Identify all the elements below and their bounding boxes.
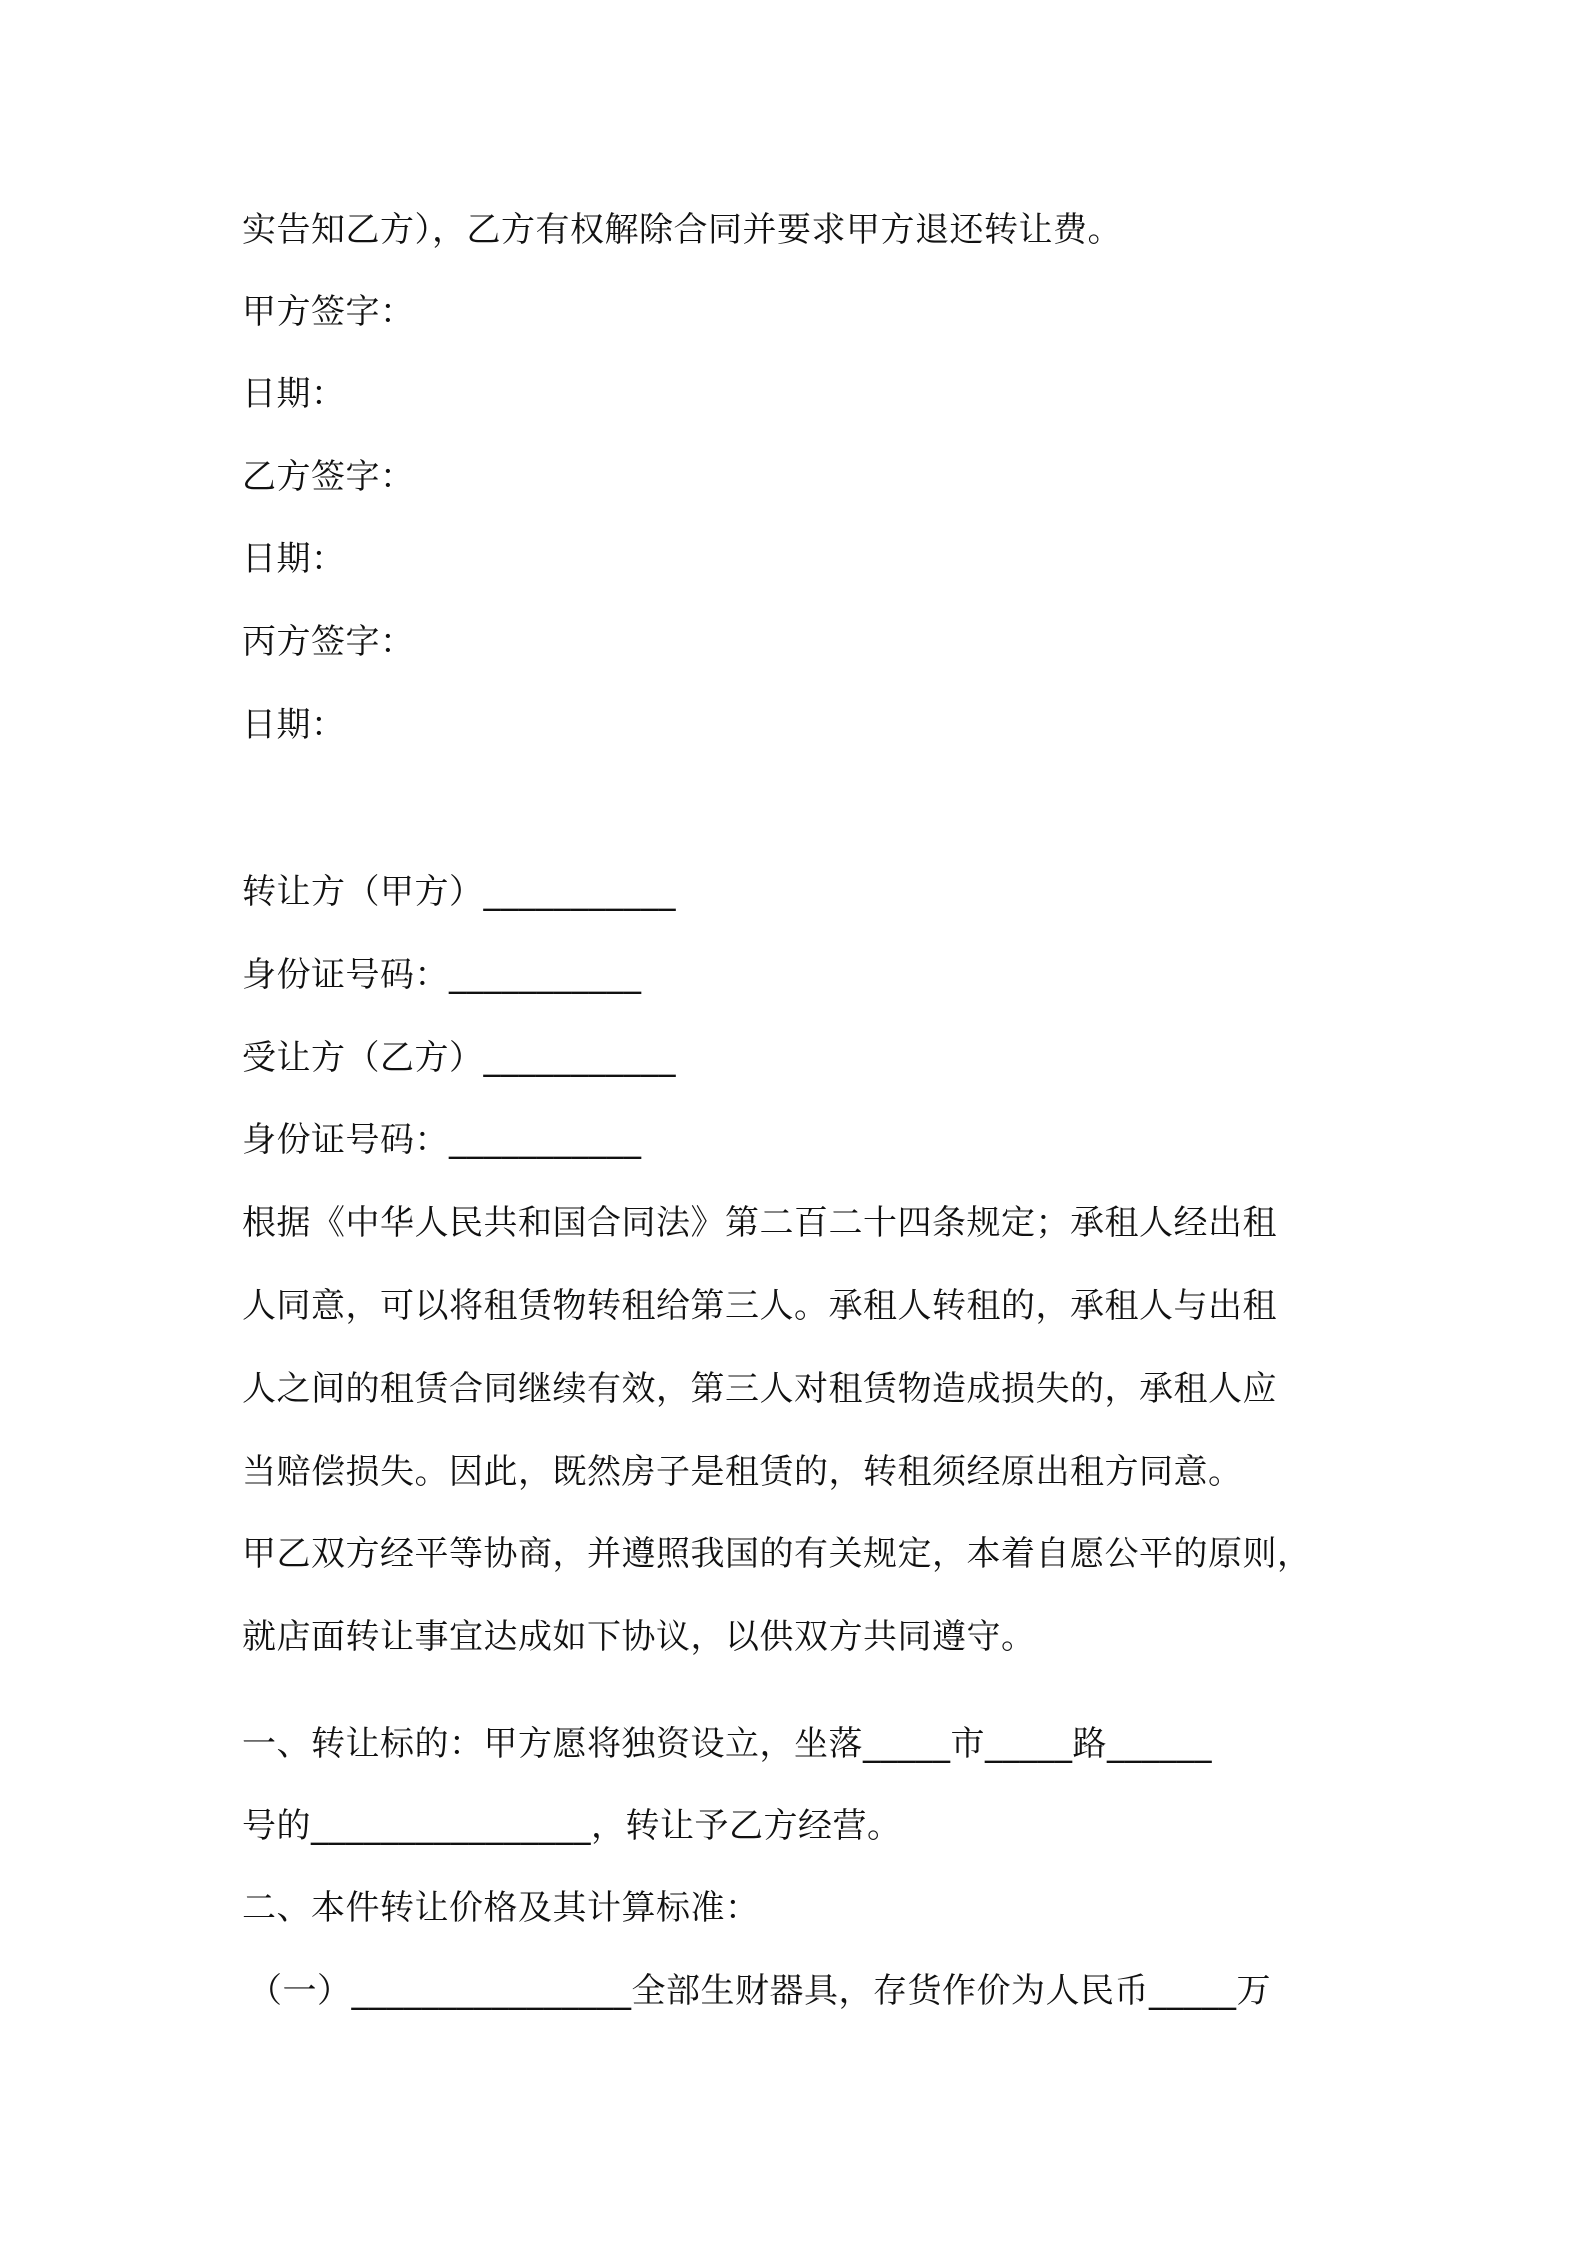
- paragraph-line: 根据《中华人民共和国合同法》第二百二十四条规定；承租人经出租: [242, 1203, 1277, 1243]
- paragraph-line: 当赔偿损失。因此，既然房子是租赁的，转租须经原出租方同意。: [242, 1452, 1243, 1492]
- party-c-signature-label: 丙方签字：: [242, 622, 415, 662]
- clause-one-line: 号的________________，转让予乙方经营。: [242, 1806, 902, 1846]
- clause-two-heading: 二、本件转让价格及其计算标准：: [242, 1888, 760, 1928]
- paragraph-line: 甲乙双方经平等协商，并遵照我国的有关规定，本着自愿公平的原则，: [242, 1534, 1312, 1574]
- party-b-date-label: 日期：: [242, 539, 346, 579]
- party-c-date-label: 日期：: [242, 705, 346, 745]
- party-b-signature-label: 乙方签字：: [242, 457, 415, 497]
- paragraph-line: 就店面转让事宜达成如下协议，以供双方共同遵守。: [242, 1617, 1036, 1657]
- party-a-signature-label: 甲方签字：: [242, 292, 415, 332]
- transferor-id-line: 身份证号码：___________: [242, 955, 642, 995]
- party-a-date-label: 日期：: [242, 374, 346, 414]
- paragraph-line: 人同意，可以将租赁物转租给第三人。承租人转租的，承租人与出租: [242, 1286, 1277, 1326]
- clause-one-line: 一、转让标的：甲方愿将独资设立，坐落_____市_____路______: [242, 1724, 1212, 1764]
- transferee-line: 受让方（乙方）___________: [242, 1038, 676, 1078]
- transferor-line: 转让方（甲方）___________: [242, 872, 676, 912]
- transferee-id-line: 身份证号码：___________: [242, 1120, 642, 1160]
- text-line-continuation: 实告知乙方），乙方有权解除合同并要求甲方退还转让费。: [242, 210, 1122, 250]
- paragraph-line: 人之间的租赁合同继续有效，第三人对租赁物造成损失的，承租人应: [242, 1369, 1277, 1409]
- clause-two-item-one: （一）________________全部生财器具，存货作价为人民币_____万: [248, 1971, 1271, 2011]
